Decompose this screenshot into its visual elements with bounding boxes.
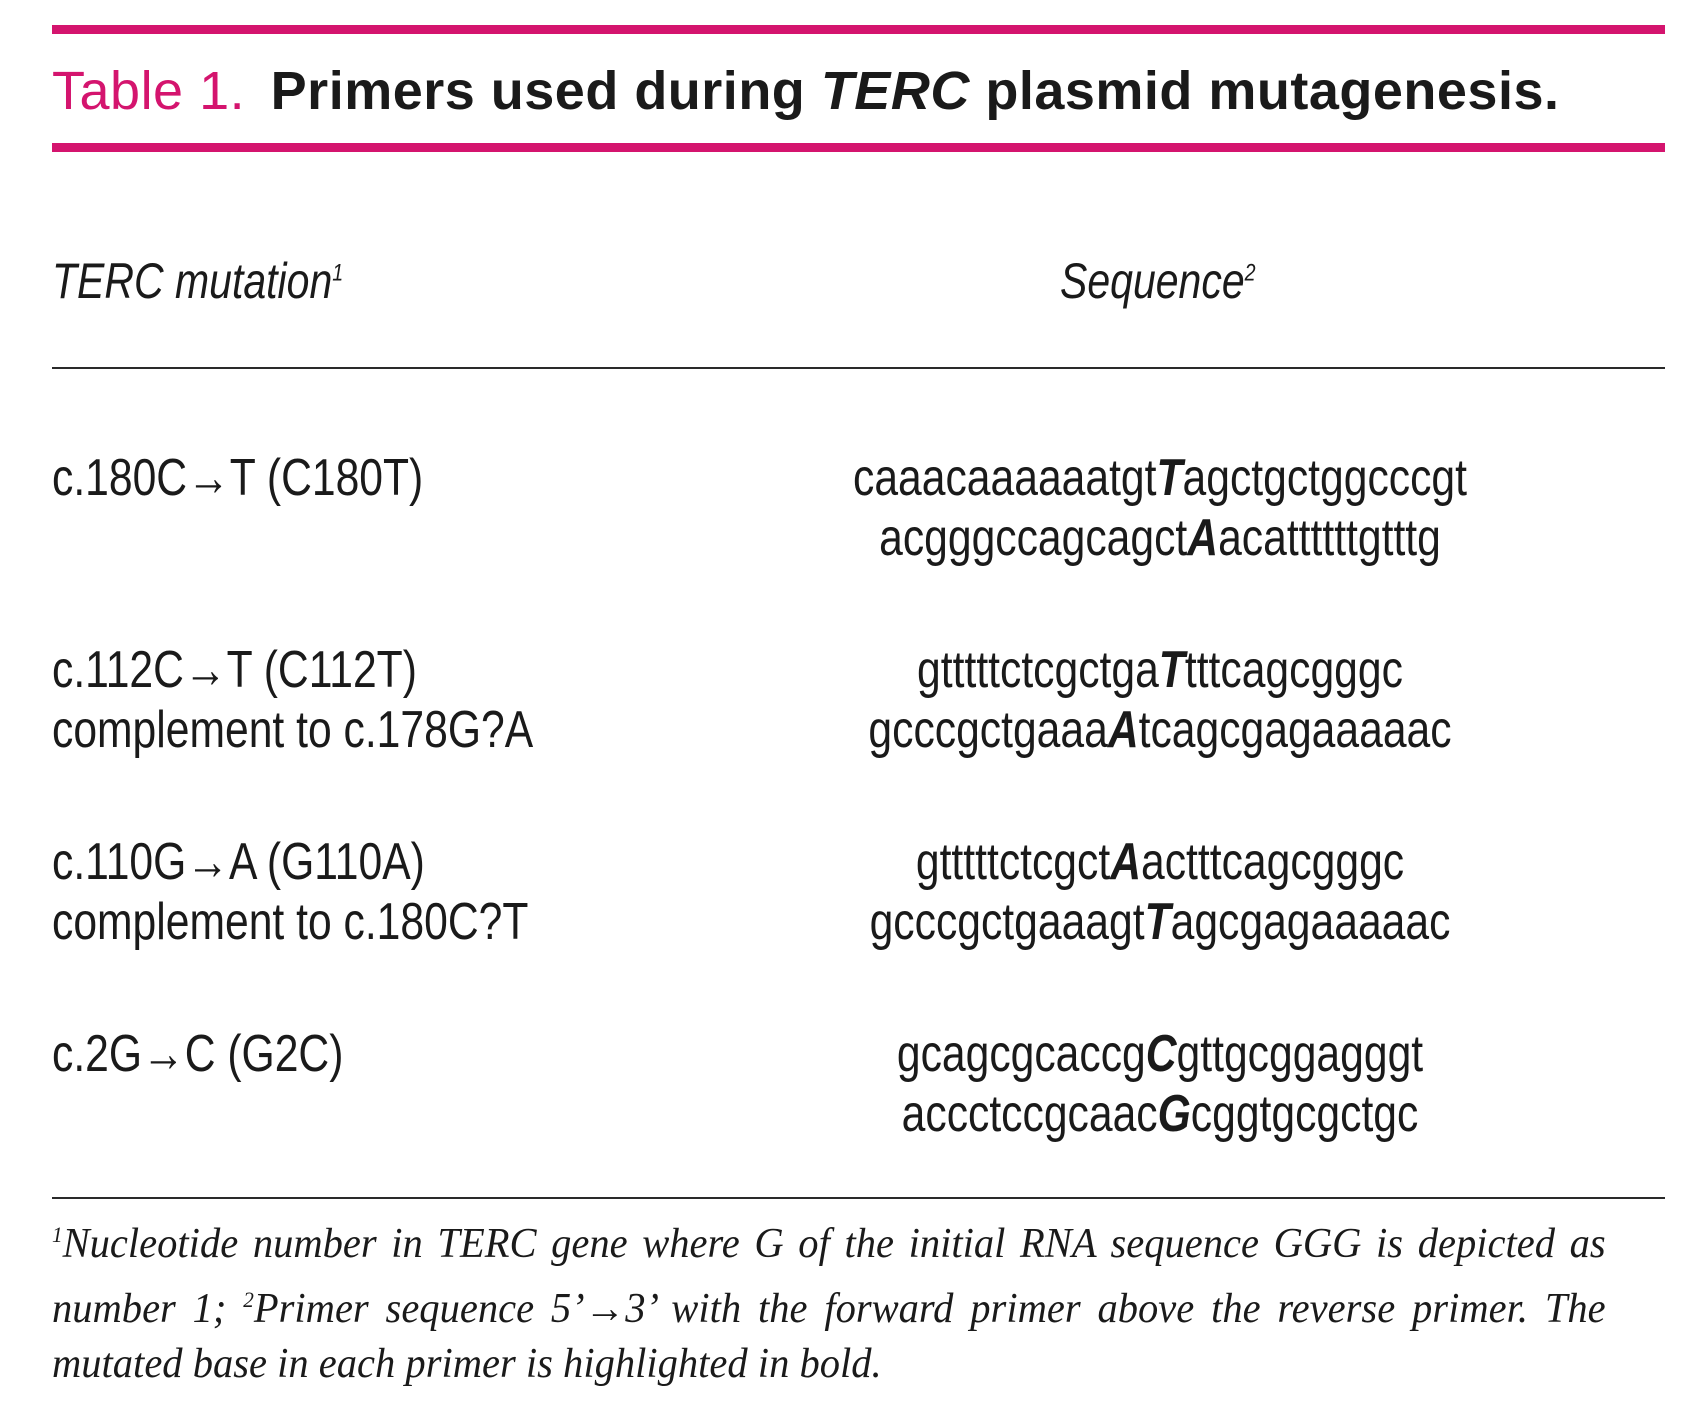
- mutation-line: c.112C→T (C112T): [52, 641, 417, 699]
- seq-part: gtttttctcgct: [915, 833, 1111, 891]
- forward-primer: [870, 832, 1451, 892]
- table-row-mutation: [52, 1024, 343, 1084]
- table-row-sequence: [868, 640, 1451, 760]
- seq-part: gcccgctgaaa: [868, 701, 1108, 759]
- seq-part: caaacaaaaaatgt: [853, 449, 1157, 507]
- reverse-primer: [870, 892, 1451, 952]
- mutated-base: G: [1157, 1085, 1191, 1143]
- seq-part: gcagcgcaccg: [896, 1025, 1146, 1083]
- mutated-base: A: [1187, 509, 1219, 567]
- table-row-mutation: [52, 640, 533, 760]
- reverse-primer: [868, 700, 1451, 760]
- forward-primer: [897, 1024, 1423, 1084]
- footnote-text-2: Primer sequence 5’→3’ with the forward primer above the reverse primer. The mutated base in each primer is highlighted in bold.: [52, 1286, 1606, 1387]
- table-footnote: [52, 1207, 1606, 1392]
- mutation-line: c.180C→T (C180T): [52, 449, 424, 507]
- footnote-marker-1: 1: [52, 1222, 63, 1247]
- mutated-base: T: [1144, 893, 1171, 951]
- mutation-line: c.2G→C (G2C): [52, 1025, 344, 1083]
- seq-part: tttcagcgggc: [1184, 641, 1403, 699]
- mutation-line: c.110G→A (G110A): [52, 833, 425, 891]
- column-header-mutation: [52, 252, 343, 310]
- seq-part: gttgcggagggt: [1176, 1025, 1424, 1083]
- table-title: [52, 60, 1560, 122]
- mutation-line: complement to c.180C?T: [52, 893, 529, 951]
- mutated-base: T: [1158, 641, 1185, 699]
- title-text-after: plasmid mutagenesis.: [985, 61, 1560, 121]
- forward-primer: [853, 448, 1467, 508]
- seq-part: tcagcgagaaaaac: [1138, 701, 1452, 759]
- seq-part: actttcagcgggc: [1140, 833, 1405, 891]
- table-label: Table 1.: [52, 61, 246, 121]
- forward-primer: [868, 640, 1451, 700]
- mutated-base: C: [1145, 1025, 1177, 1083]
- top-accent-rule: [52, 25, 1665, 34]
- table-row-sequence: [897, 1024, 1423, 1144]
- column-header-sequence: [1060, 252, 1256, 310]
- title-gene: TERC: [820, 61, 970, 121]
- seq-part: agctgctggcccgt: [1182, 449, 1467, 507]
- header-rule: [52, 367, 1665, 369]
- table-row-mutation: [52, 832, 528, 952]
- title-text-before: Primers used during: [270, 61, 806, 121]
- table-row-sequence: [853, 448, 1467, 568]
- mutated-base: T: [1156, 449, 1183, 507]
- mutated-base: A: [1110, 833, 1141, 891]
- table-row-mutation: [52, 448, 423, 508]
- seq-part: gcccgctgaaagt: [869, 893, 1145, 951]
- reverse-primer: [853, 508, 1467, 568]
- table-row-sequence: [870, 832, 1451, 952]
- footnote-text-1: Nucleotide number in TERC gene where G of the initial RNA sequence GGG is depicted as number 1;: [52, 1221, 1606, 1332]
- title-bottom-rule: [52, 143, 1665, 152]
- footnote-ref-2: 2: [1244, 259, 1256, 287]
- seq-part: acattttttgtttg: [1218, 509, 1441, 567]
- mutated-base: A: [1107, 701, 1139, 759]
- seq-part: gtttttctcgctga: [917, 641, 1159, 699]
- seq-part: accctccgcaac: [901, 1085, 1158, 1143]
- column-header-sequence-text: Sequence: [1060, 253, 1245, 309]
- seq-part: agcgagaaaaac: [1170, 893, 1451, 951]
- footnote-marker-2: 2: [243, 1287, 254, 1312]
- column-header-mutation-text: TERC mutation: [52, 253, 333, 309]
- seq-part: acgggccagcagct: [879, 509, 1188, 567]
- table-bottom-rule: [52, 1197, 1665, 1199]
- footnote-ref-1: 1: [332, 259, 344, 287]
- seq-part: cggtgcgctgc: [1190, 1085, 1419, 1143]
- mutation-line: complement to c.178G?A: [52, 701, 534, 759]
- reverse-primer: [897, 1084, 1423, 1144]
